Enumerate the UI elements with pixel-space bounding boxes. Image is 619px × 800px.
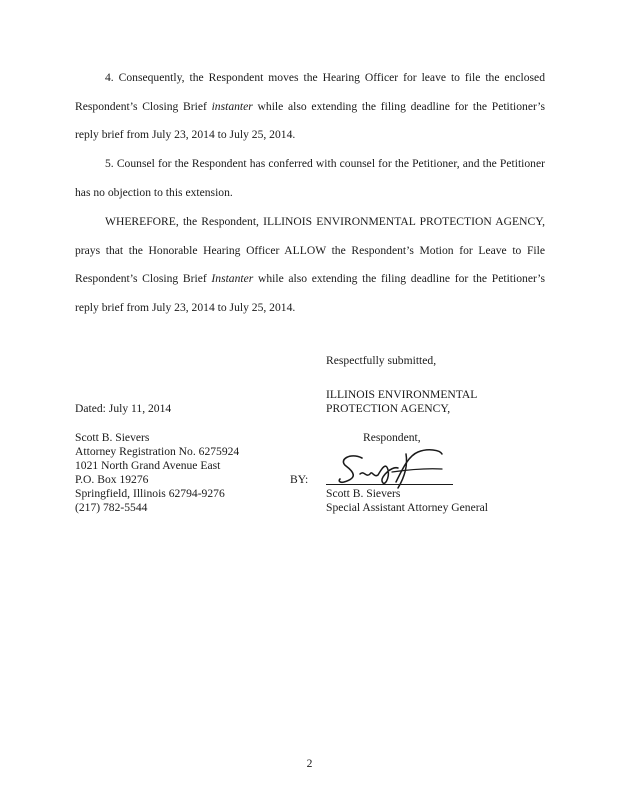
agency-name-line-2: PROTECTION AGENCY, [326,402,451,415]
paragraph-5-text: 5. Counsel for the Respondent has conferred with counsel for the Petitioner, and the Petitioner has no objection to this extension. [75,157,545,199]
paragraph-4-italic: instanter [211,99,253,113]
page-number: 2 [306,757,313,770]
contact-phone: (217) 782-5544 [75,501,148,514]
respectfully-submitted: Respectfully submitted, [326,354,437,367]
signer-title: Special Assistant Attorney General [326,501,488,514]
signature-line [326,484,453,485]
respondent-label: Respondent, [363,431,421,444]
by-label: BY: [290,473,309,486]
contact-registration: Attorney Registration No. 6275924 [75,445,240,458]
wherefore-italic: Instanter [211,272,254,285]
paragraph-4-text: 4. Consequently, the Respondent moves the Hearing Officer for leave to file the enclosed Respondent’s Closing Brief [75,71,545,113]
agency-name-line-1: ILLINOIS ENVIRONMENTAL [326,388,478,401]
paragraph-4-text-end: while also extending the filing deadline for the Petitioner’s reply brief from July 23, 2014 to July 25, 2014. [75,99,545,141]
contact-po-box: P.O. Box 19276 [75,473,149,486]
contact-name: Scott B. Sievers [75,431,150,444]
wherefore-text: WHEREFORE, the Respondent, ILLINOIS ENVIRONMENTAL PROTECTION AGENCY, prays that the Honorable Hearing Officer ALLOW the Respondent’s Motion for Leave to File Respondent’s Closing Brief [75,215,545,285]
wherefore-text-end: while also extending the filing deadline for the Petitioner’s reply brief from July 23, 2014 to July 25, 2014. [75,272,545,314]
paragraph-4 [75,64,545,150]
dated-line: Dated: July 11, 2014 [75,402,172,415]
contact-street: 1021 North Grand Avenue East [75,459,221,472]
contact-city: Springfield, Illinois 62794-9276 [75,487,225,500]
signer-name: Scott B. Sievers [326,487,401,500]
paragraph-5 [75,150,545,207]
wherefore-paragraph [75,208,545,322]
